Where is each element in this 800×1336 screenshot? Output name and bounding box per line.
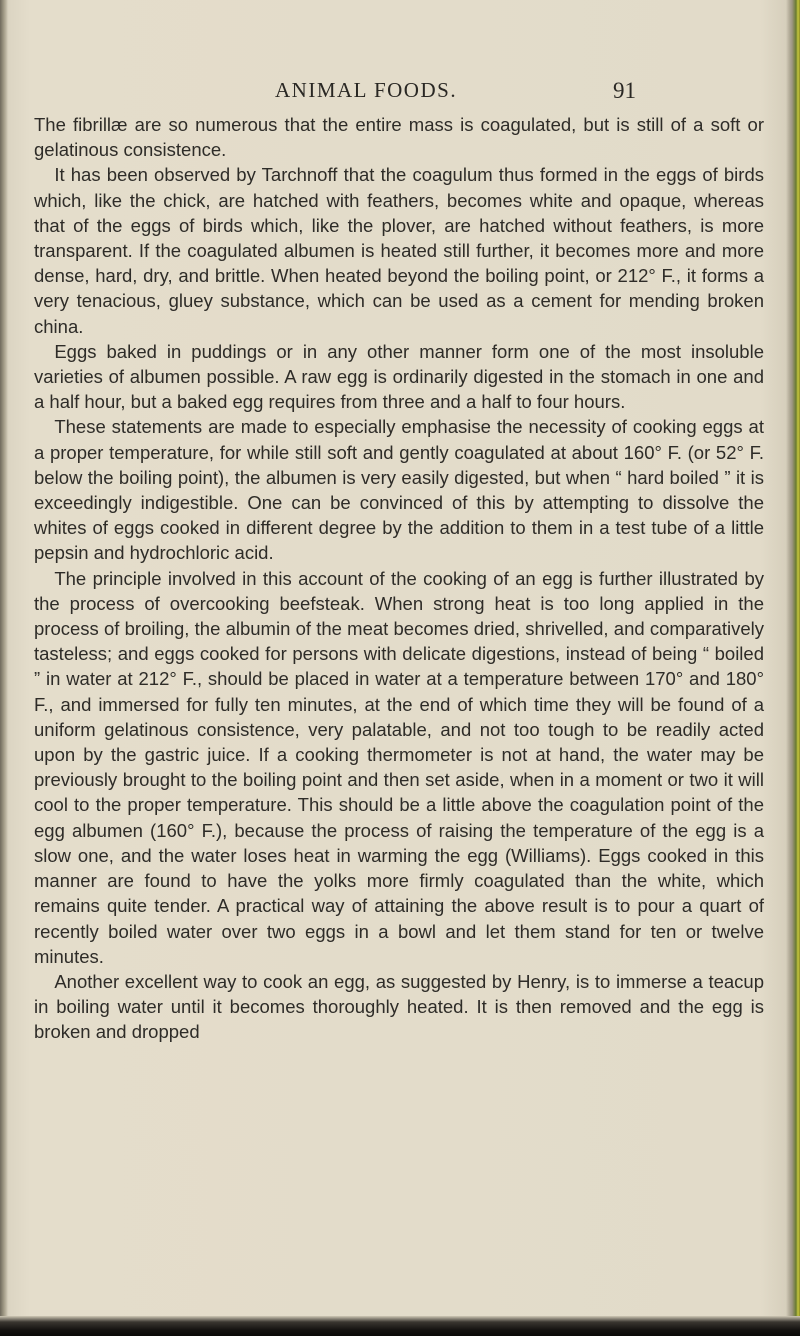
page-bottom-edge xyxy=(0,1316,800,1336)
paragraph: Another excellent way to cook an egg, as suggested by Henry, is to immerse a teacup in boiling water until it becomes thoroughly heated. It is then removed and the egg is broken and dropped xyxy=(34,970,764,1043)
paragraph: These statements are made to especially emphasise the necessity of cooking eggs at a proper temperature, for while still soft and gently coagulated at about 160° F. (or 52° F. below the boiling point), the albumen is very easily digested, but when “ hard boiled ” it is exceedingly indigestible. One can be convinced of this by attempting to dissolve the whites of eggs cooked in different degree by the addition to them in a test tube of a little pepsin and hydrochloric acid. xyxy=(34,416,764,564)
body-text xyxy=(34,112,764,1045)
page-number: 91 xyxy=(613,78,636,103)
page-right-edge xyxy=(786,0,800,1336)
paragraph: It has been observed by Tarchnoff that the coagulum thus formed in the eggs of birds which, like the chick, are hatched with feathers, becomes white and opaque, whereas that of the eggs of birds which, like the plover, are hatched without feathers, is more transparent. If the coagulated albumen is heated still further, it becomes more and more dense, hard, dry, and brittle. When heated beyond the boiling point, or 212° F., it forms a very tenacious, gluey substance, which can be used as a cement for mending broken china. xyxy=(34,164,764,337)
running-head: ANIMAL FOODS. xyxy=(275,78,458,102)
paragraph: Eggs baked in puddings or in any other manner form one of the most insoluble varieties of albumen possible. A raw egg is ordinarily digested in the stomach in one and a half hour, but a baked egg requires from three and a half to four hours. xyxy=(34,340,764,413)
paragraph: The fibrillæ are so numerous that the entire mass is coagulated, but is still of a soft or gelatinous consistence. xyxy=(34,114,764,161)
page-left-edge xyxy=(0,0,8,1336)
paragraph: The principle involved in this account of the cooking of an egg is further illustrated by the process of overcooking beefsteak. When strong heat is too long applied in the process of broiling, the albumin of the meat becomes dried, shrivelled, and comparatively tasteless; and eggs cooked for persons with delicate digestions, instead of being “ boiled ” in water at 212° F., should be placed in water at a temperature between 170° and 180° F., and immersed for fully ten minutes, at the end of which time they will be found of a uniform gelatinous consistence, very palatable, and not too tough to be readily acted upon by the gastric juice. If a cooking thermometer is not at hand, the water may be previously brought to the boiling point and then set aside, when in a moment or two it will cool to the proper temperature. This should be a little above the coagulation point of the egg albumen (160° F.), because the process of raising the temperature of the egg is a slow one, and the water loses heat in warming the egg (Williams). Eggs cooked in this manner are found to have the yolks more firmly coagulated than the white, which remains quite tender. A practical way of attaining the above result is to pour a quart of recently boiled water over two eggs in a bowl and let them stand for ten or twelve minutes. xyxy=(34,567,764,967)
page-header xyxy=(0,78,800,108)
